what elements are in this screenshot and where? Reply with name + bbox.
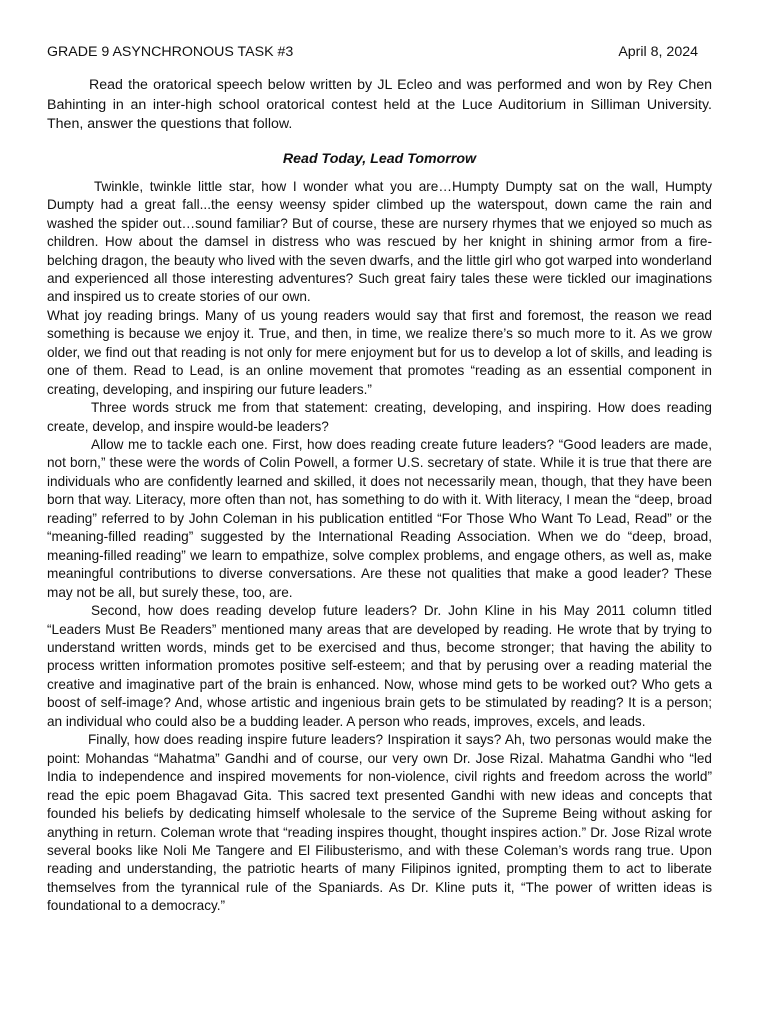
task-date: April 8, 2024 — [618, 44, 698, 60]
speech-body — [47, 178, 712, 916]
speech-paragraph-2: What joy reading brings. Many of us young readers would say that first and foremost, the reason we read something is because we enjoy it. True, and then, in time, we realize there’s so much more to it. As we grow older, we find out that reading is not only for mere enjoyment but for us to develop a lot of skills, and leading is one of them. Read to Lead, is an online movement that promotes “reading as an essential component in creating, developing, and inspiring our future leaders.” — [47, 307, 712, 397]
speech-title: Read Today, Lead Tomorrow — [282, 150, 477, 167]
speech-paragraph-6: Finally, how does reading inspire future leaders? Inspiration it says? Ah, two personas would make the point: Mohandas “Mahatma” Gandhi and of course, our very own Dr. Jose Rizal. Mahatma Gandhi who “led India to independence and inspired movements for non-violence, civil rights and freedom across the world” read the epic poem Bhagavad Gita. This sacred text presented Gandhi with new ideas and concepts that founded his beliefs by dedicating himself wholesale to the service of the Supreme Being without asking for anything in return. Coleman wrote that “reading inspires thought, thought inspires action.” Dr. Jose Rizal wrote several books like Noli Me Tangere and El Filibusterismo, and with these Coleman’s words rang true. Upon reading and understanding, the patriotic hearts of many Filipinos ignited, prompting them to act to liberate themselves from the tyrannical rule of the Spaniards. As Dr. Kline puts it, “The power of written ideas is foundational to a democracy.” — [47, 732, 712, 914]
speech-paragraph-3: Three words struck me from that statement: creating, developing, and inspiring. How does reading create, develop, and inspire would-be leaders? — [47, 400, 712, 434]
speech-paragraph-4: Allow me to tackle each one. First, how does reading create future leaders? “Good leaders are made, not born,” these were the words of Colin Powell, a former U.S. secretary of state. While it is true that there are individuals who are confidently learned and skilled, it does not necessarily mean, though, that they have been born that way. Literacy, more often than not, has something to do with it. With literacy, I mean the “deep, broad reading” referred to by John Coleman in his publication entitled “For Those Who Want To Lead, Read” or the “meaning-filled reading” suggested by the International Reading Association. When we do “deep, broad, meaning-filled reading” we learn to empathize, solve complex problems, and engage others, as well as, make meaningful contributions to diverse conversations. Are these not qualities that make a good leader? These may not be all, but surely these, too, are. — [47, 437, 712, 600]
instructions-paragraph: Read the oratorical speech below written by JL Ecleo and was performed and won by Rey Chen Bahinting in an inter-high school oratorical contest held at the Luce Auditorium in Silliman University. Then, answer the questions that follow. — [47, 77, 712, 132]
speech-paragraph-5: Second, how does reading develop future leaders? Dr. John Kline in his May 2011 column titled “Leaders Must Be Readers” mentioned many areas that are developed by reading. He wrote that by trying to understand written words, minds get to be exercised and thus, become stronger; that having the ability to process written information promotes positive self-esteem; and that by perusing over a reading material the creative and imaginative part of the brain is enhanced. Now, whose mind gets to be worked out? Who gets a boost of self-image? And, whose artistic and ingenious brain gets to be stimulated by reading? It is a person; an individual who could also be a budding leader. A person who reads, improves, excels, and leads. — [47, 603, 712, 729]
task-title: GRADE 9 ASYNCHRONOUS TASK #3 — [47, 44, 294, 60]
speech-paragraph-1: Twinkle, twinkle little star, how I wonder what you are…Humpty Dumpty sat on the wall, Humpty Dumpty had a great fall...the eensy weensy spider climbed up the waterspout, down came the rain and washed the spider out…sound familiar? But of course, these are nursery rhymes that we enjoyed so much as children. How about the damsel in distress who was rescued by her knight in shining armor from a fire-belching dragon, the beauty who lived with the seven dwarfs, and the little girl who got warped into wonderland and experienced all those interesting adventures? Such great fairy tales these were tickled our imaginations and inspired us to create stories of our own. — [47, 178, 712, 305]
document-header — [47, 42, 712, 62]
